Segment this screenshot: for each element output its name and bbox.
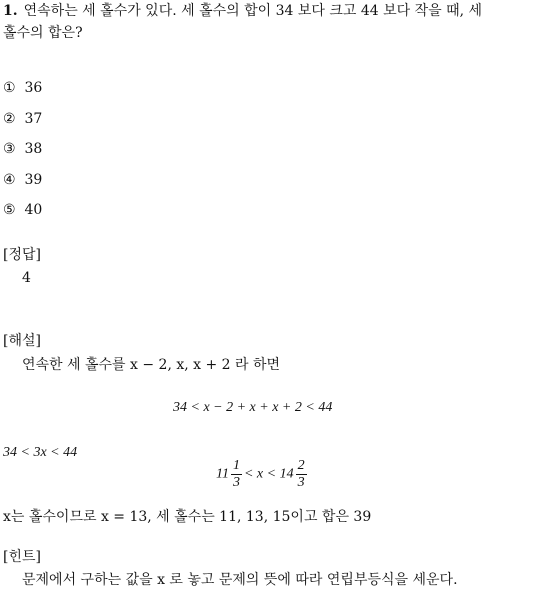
choice-marker: ③ <box>3 141 16 157</box>
choice-marker: ④ <box>3 172 16 188</box>
hint-text: 문제에서 구하는 값을 x 로 놓고 문제의 뜻에 따라 연립부등식을 세운다. <box>22 572 458 588</box>
eq3-middle: < x < 14 <box>243 466 294 482</box>
choice-value: 37 <box>24 111 43 127</box>
choice-2[interactable] <box>3 111 42 127</box>
solution-equation-2: 34 < 3x < 44 <box>3 445 78 460</box>
choice-value: 38 <box>24 141 43 157</box>
hint-label: [힌트] <box>3 549 41 565</box>
choice-1[interactable] <box>3 80 42 96</box>
eq3-left-whole: 11 <box>216 466 229 482</box>
choice-marker: ② <box>3 111 16 127</box>
choice-3[interactable] <box>3 141 42 157</box>
eq3-left-fraction: $\frac{1}{3}$ <box>232 458 240 490</box>
solution-intro: 연속한 세 홀수를 x − 2, x, x + 2 라 하면 <box>22 357 281 373</box>
solution-label: [해설] <box>3 333 41 349</box>
choice-value: 39 <box>24 172 43 188</box>
choice-value: 40 <box>24 202 43 218</box>
question-text-1: 연속하는 세 홀수가 있다. 세 홀수의 합이 34 보다 크고 44 보다 작을 때, 세 <box>23 3 483 19</box>
choice-marker: ⑤ <box>3 202 16 218</box>
solution-equation-1: 34 < x − 2 + x + x + 2 < 44 <box>173 400 333 415</box>
eq3-right-fraction: $\frac{2}{3}$ <box>297 458 305 490</box>
question-line-1 <box>3 0 482 22</box>
choice-4[interactable] <box>3 172 42 188</box>
choice-marker: ① <box>3 80 16 96</box>
answer-value: 4 <box>22 270 31 286</box>
solution-conclusion: x는 홀수이므로 x = 13, 세 홀수는 11, 13, 15이고 합은 39 <box>3 509 372 525</box>
solution-equation-3 <box>216 458 309 491</box>
choice-value: 36 <box>24 80 43 96</box>
question-line-2: 홀수의 합은? <box>3 25 83 41</box>
answer-label: [정답] <box>3 247 41 263</box>
choice-5[interactable] <box>3 202 42 218</box>
question-number: 1. <box>3 3 18 19</box>
